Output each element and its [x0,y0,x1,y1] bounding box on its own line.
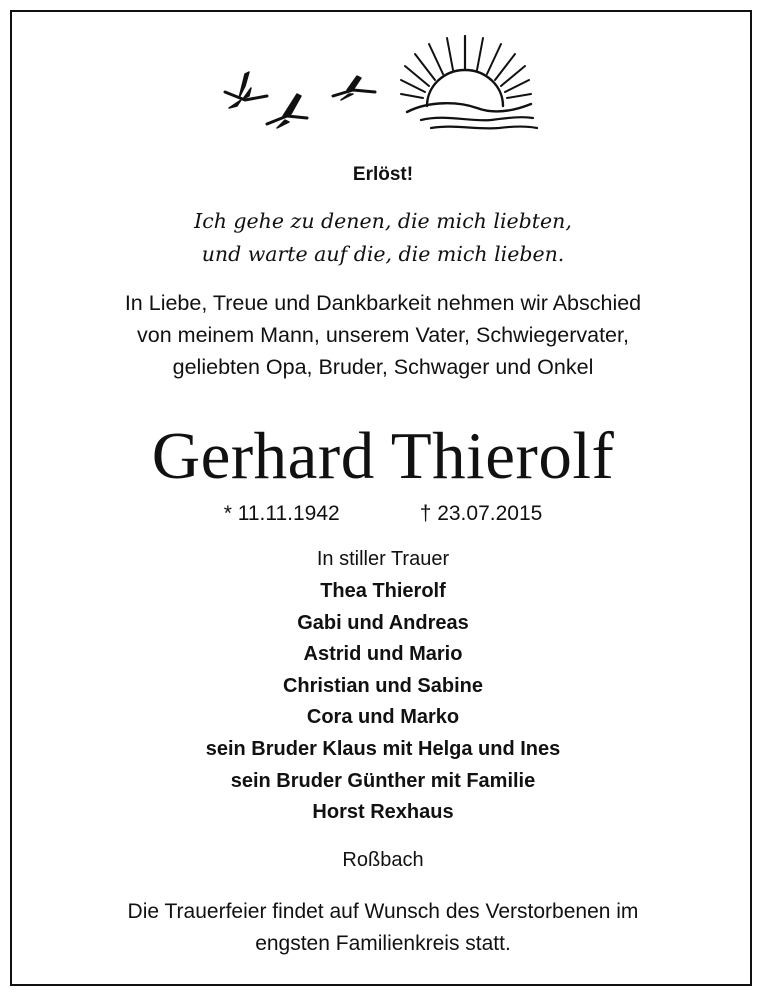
notice-line: Die Trauerfeier findet auf Wunsch des Verstorbenen im [127,900,639,923]
list-item: Horst Rexhaus [312,801,454,824]
rising-sun-icon [401,36,537,128]
place: Roßbach [342,849,424,871]
list-item: Astrid und Mario [303,643,463,666]
heading: Erlöst! [352,164,414,185]
notice-line: engsten Familienkreis statt. [255,932,511,955]
death-date: † 23.07.2015 [419,502,543,525]
verse-line: Ich gehe zu denen, die mich liebten, [194,209,572,233]
flying-birds-icon [225,72,375,128]
list-item: sein Bruder Günther mit Familie [230,769,536,792]
list-item: Gabi und Andreas [297,611,469,634]
deceased-name: Gerhard Thierolf [151,419,615,493]
intro-line: In Liebe, Treue und Dankbarkeit nehmen wir Abschied [124,291,642,315]
life-dates [20,498,746,530]
birth-date: * 11.11.1942 [223,502,340,525]
verse-line: und warte auf die, die mich lieben. [201,242,565,266]
intro-line: von meinem Mann, unserem Vater, Schwiegervater, [137,323,629,347]
intro-text [20,287,746,383]
mourning-label: In stiller Trauer [316,548,450,570]
emblem [215,30,545,135]
mourners-list [20,576,746,829]
intro-line: geliebten Opa, Bruder, Schwager und Onkel [172,355,594,379]
list-item: Thea Thierolf [320,580,446,602]
verse [20,205,746,271]
list-item: sein Bruder Klaus mit Helga und Ines [205,737,561,760]
funeral-notice [20,896,746,960]
list-item: Christian und Sabine [282,674,484,697]
list-item: Cora und Marko [306,706,460,729]
